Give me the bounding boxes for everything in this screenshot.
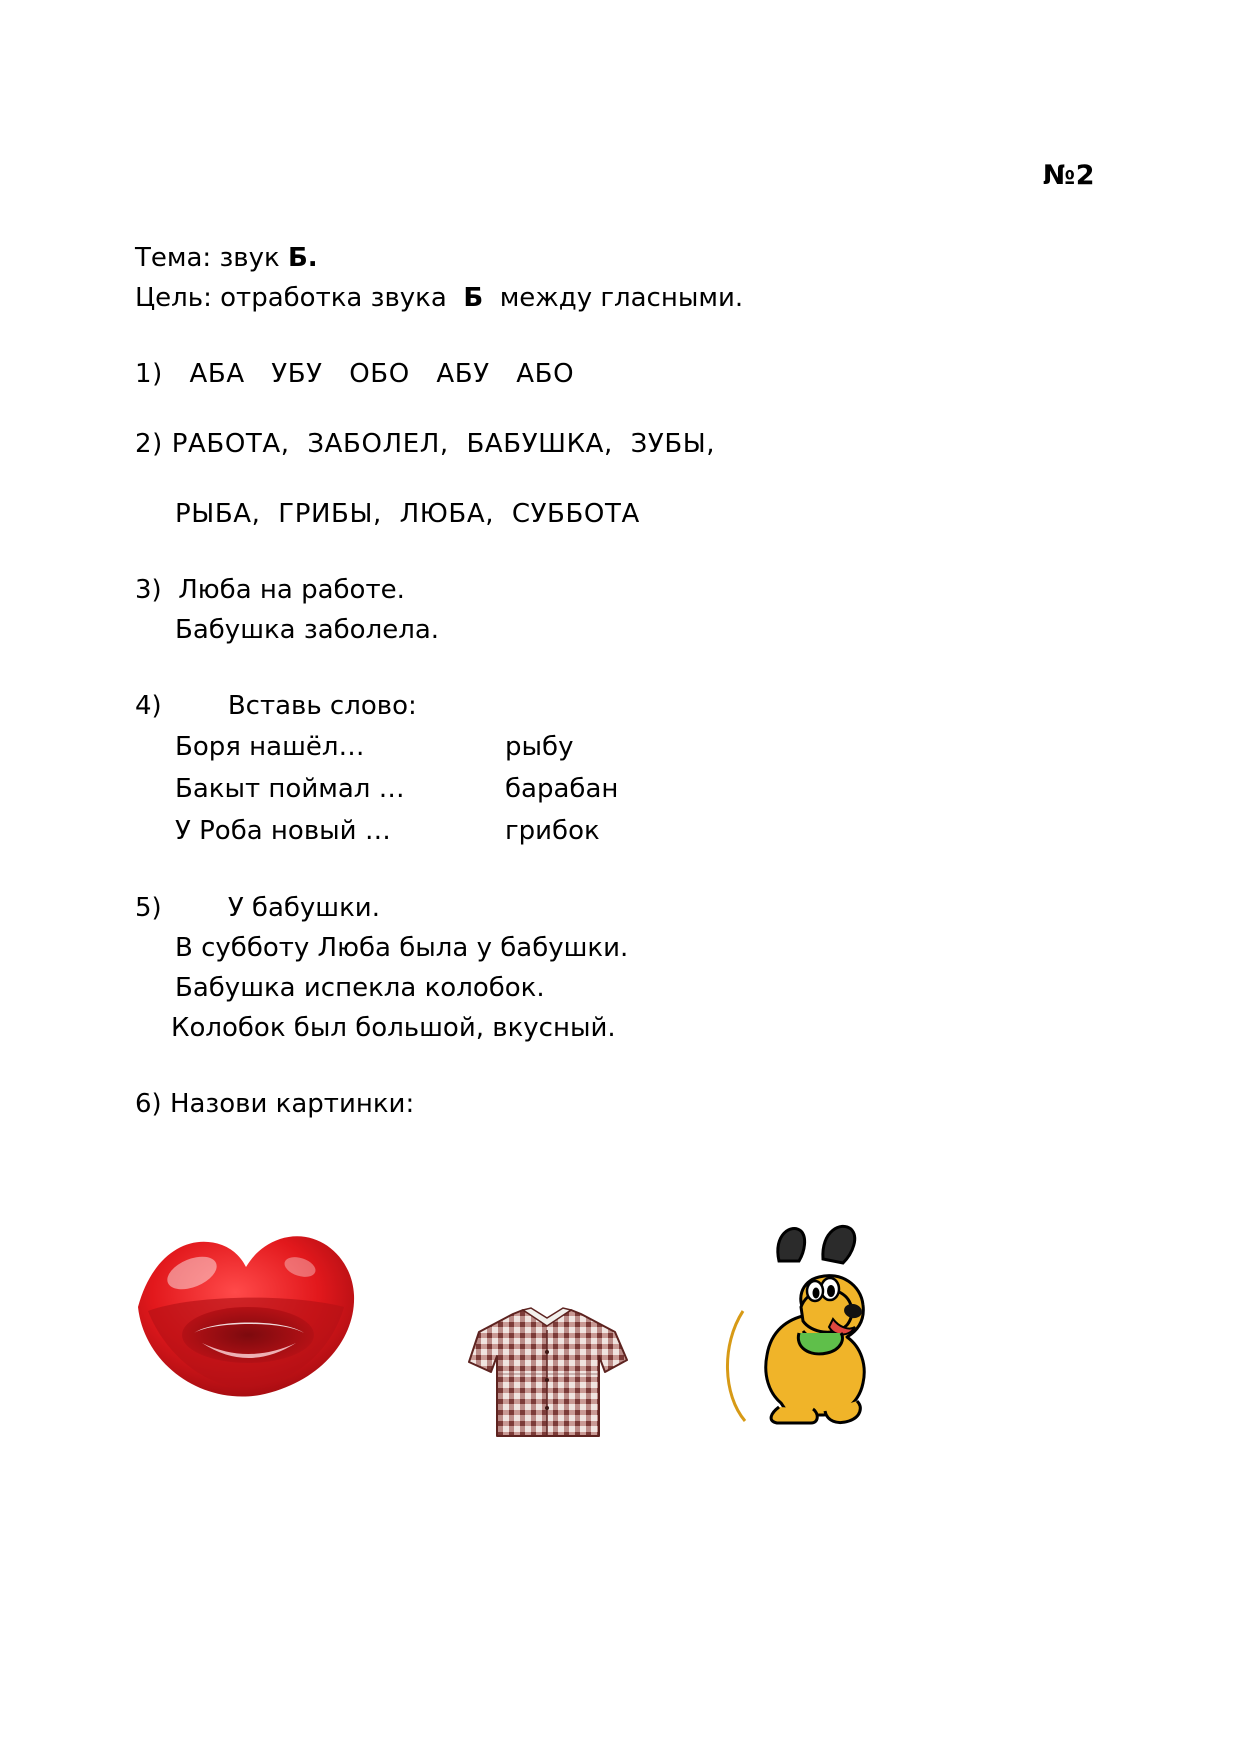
exercise-3-sentence-2: Бабушка заболела. <box>175 615 440 645</box>
theme-line <box>135 238 1095 278</box>
lips-picture <box>130 1215 360 1405</box>
worksheet-body <box>135 238 1095 1124</box>
exercise-4-row <box>135 768 1095 810</box>
exercise-2-words-line1: РАБОТА, ЗАБОЛЕЛ, БАБУШКА, ЗУБЫ, <box>171 429 716 459</box>
exercise-3-number: 3) <box>135 575 162 605</box>
exercise-4-prompt-1: Боря нашёл… <box>175 732 365 762</box>
picture-row <box>120 1195 1120 1495</box>
shirt-picture <box>465 1300 630 1445</box>
exercise-4-prompt-3: У Роба новый … <box>175 816 391 846</box>
exercise-6 <box>135 1084 1095 1124</box>
exercise-4-answer-3: грибок <box>505 816 600 846</box>
theme-sound: Б. <box>287 243 318 273</box>
exercise-5-sentence-2: Бабушка испекла колобок. <box>175 973 545 1003</box>
exercise-5-sentence-3: Колобок был большой, вкусный. <box>171 1013 616 1043</box>
exercise-4-number: 4) <box>135 691 162 721</box>
exercise-4-answer-1: рыбу <box>505 732 574 762</box>
goal-sound: Б <box>463 283 484 313</box>
exercise-4-answer-2: барабан <box>505 774 619 804</box>
exercise-2 <box>135 424 1095 464</box>
exercise-6-title: Назови картинки: <box>169 1089 415 1119</box>
exercise-1-syllables: АБА УБУ ОБО АБУ АБО <box>189 359 575 389</box>
exercise-1-number: 1) <box>135 359 163 389</box>
exercise-5-sentence-1: В субботу Люба была у бабушки. <box>175 933 629 963</box>
goal-prefix: Цель: отработка звука <box>135 283 447 313</box>
goal-line <box>135 278 1095 318</box>
theme-label: Тема: звук <box>135 243 280 273</box>
exercise-4-title: Вставь слово: <box>227 691 417 721</box>
exercise-2-number: 2) <box>135 429 163 459</box>
exercise-3-sentence-1: Люба на работе. <box>178 575 405 605</box>
exercise-2-words-line2: РЫБА, ГРИБЫ, ЛЮБА, СУББОТА <box>175 499 640 529</box>
dog-picture <box>715 1215 895 1445</box>
exercise-5-title: У бабушки. <box>227 893 380 923</box>
exercise-3 <box>135 570 1095 610</box>
exercise-4-prompt-2: Бакыт поймал … <box>175 774 405 804</box>
exercise-5 <box>135 888 1095 928</box>
goal-suffix: между гласными. <box>499 283 744 313</box>
exercise-1 <box>135 354 1095 394</box>
exercise-4 <box>135 686 1095 726</box>
exercise-4-row <box>135 726 1095 768</box>
page-number: №2 <box>1042 160 1095 191</box>
exercise-4-row <box>135 810 1095 852</box>
exercise-5-number: 5) <box>135 893 162 923</box>
exercise-6-number: 6) <box>135 1089 162 1119</box>
